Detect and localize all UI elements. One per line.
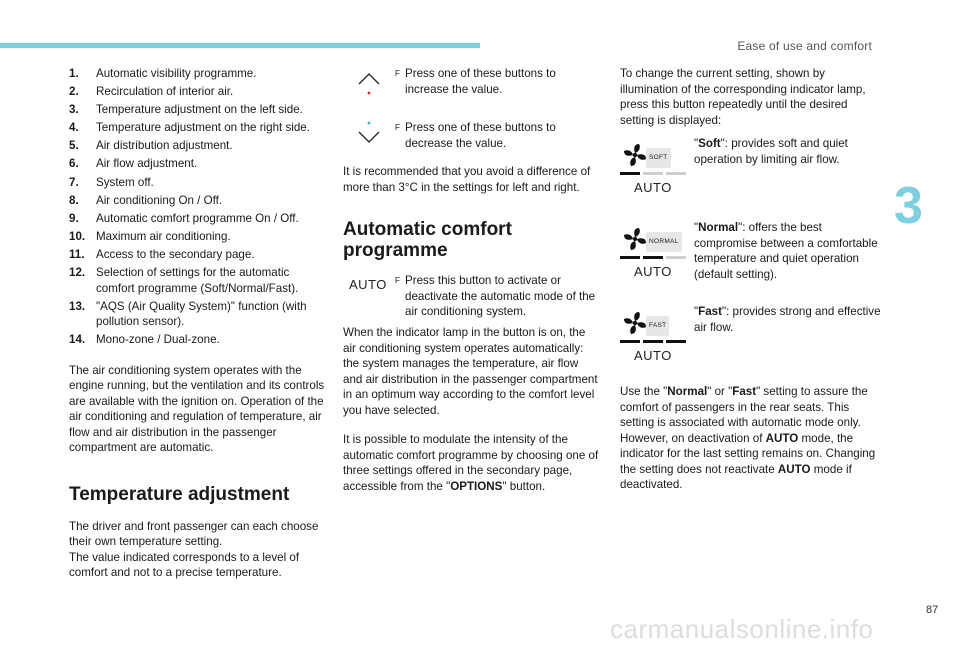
list-item xyxy=(69,175,325,191)
fan-icon xyxy=(620,220,694,298)
list-item xyxy=(69,102,325,118)
list-item-text: "AQS (Air Quality System)" function (with pollution sensor). xyxy=(96,299,307,329)
list-item xyxy=(69,138,325,154)
controls-list xyxy=(69,66,325,348)
list-item xyxy=(69,84,325,100)
fan-icon xyxy=(620,136,694,214)
mode-description: "Fast": provides strong and effective air flow. xyxy=(694,305,881,334)
auto-paragraph-2: It is possible to modulate the intensity of the automatic comfort programme by choosing one of three settings offered in the secondary page, accessible from the "OPTIONS" button. xyxy=(343,433,599,493)
list-item-text: System off. xyxy=(96,175,154,189)
level-bar xyxy=(666,340,686,343)
increase-button-icon xyxy=(343,66,395,108)
list-item xyxy=(69,66,325,82)
level-bars xyxy=(620,340,686,343)
bullet-icon: F xyxy=(395,69,400,78)
mode-label: SOFT xyxy=(646,148,671,168)
list-item-number: 3. xyxy=(69,103,79,117)
list-item-number: 9. xyxy=(69,211,79,225)
list-item xyxy=(69,229,325,245)
list-item-number: 4. xyxy=(69,121,79,135)
list-item xyxy=(69,265,325,296)
list-item xyxy=(69,332,325,348)
column-right xyxy=(620,66,882,493)
mode-fast xyxy=(620,304,882,382)
column-middle xyxy=(343,66,599,494)
temperature-paragraph xyxy=(69,519,325,581)
auto-button-row xyxy=(343,273,599,321)
decrease-button-icon xyxy=(343,120,395,162)
page-number: 87 xyxy=(926,604,939,616)
mode-label: NORMAL xyxy=(646,232,682,252)
list-item-text: Mono-zone / Dual-zone. xyxy=(96,333,220,347)
temperature-heading: Temperature adjustment xyxy=(69,483,290,505)
decrease-text: F Press one of these buttons to decrease the value. xyxy=(395,121,556,150)
mode-description: "Soft": provides soft and quiet operation by limiting air flow. xyxy=(694,137,848,166)
auto-press-text: F Press this button to activate or deactivate the automatic mode of the air conditioning system. xyxy=(395,274,596,318)
level-bar xyxy=(620,340,640,343)
level-bar xyxy=(666,256,686,259)
list-item xyxy=(69,193,325,209)
list-item-number: 11. xyxy=(69,247,85,261)
bullet-icon: F xyxy=(395,123,400,132)
auto-programme-heading: Automatic comfort programme xyxy=(343,219,512,261)
list-item xyxy=(69,247,325,263)
mode-name: Fast xyxy=(698,305,722,318)
list-item-text: Temperature adjustment on the right side. xyxy=(96,121,310,135)
bullet-icon: F xyxy=(395,276,400,285)
mode-name: Soft xyxy=(698,137,721,150)
mode-label: FAST xyxy=(646,316,669,336)
list-item-number: 10. xyxy=(69,229,86,243)
list-item-text: Temperature adjustment on the left side. xyxy=(96,103,303,117)
level-bar xyxy=(666,172,686,175)
settings-intro: To change the current setting, shown by illumination of the corresponding indicator lamp, press this button repeatedly until the desired setting is displayed: xyxy=(620,67,866,127)
list-item-number: 1. xyxy=(69,67,79,80)
list-item-number: 5. xyxy=(69,139,79,153)
mode-soft xyxy=(620,136,882,214)
list-item-number: 14. xyxy=(69,333,86,347)
list-item-text: Automatic visibility programme. xyxy=(96,67,257,80)
level-bar xyxy=(643,256,663,259)
list-item xyxy=(69,211,325,227)
settings-final-paragraph: Use the "Normal" or "Fast" setting to assure the comfort of passengers in the rear seats. This setting is associated with automatic mode only. However, on deactivation of AUTO mode, the indicator for the last setting remains on. Changing the setting does not reactivate AUTO mode if deactivated. xyxy=(620,385,876,491)
watermark: carmanualsonline.info xyxy=(610,614,874,644)
list-item-text: Maximum air conditioning. xyxy=(96,229,231,243)
list-item-number: 12. xyxy=(69,266,86,280)
auto-label: AUTO xyxy=(634,264,672,279)
header-accent-bar xyxy=(0,43,480,48)
list-item-number: 2. xyxy=(69,85,79,99)
auto-paragraph-1: When the indicator lamp in the button is on, the air conditioning system operates automatically: the system manages the temperature, air flow and air distribution in the passenger compartment in an optimum way according to the comfort level you have selected. xyxy=(343,326,598,417)
level-bar xyxy=(643,340,663,343)
mode-normal xyxy=(620,220,882,298)
level-bar xyxy=(643,172,663,175)
list-item-text: Air flow adjustment. xyxy=(96,157,198,171)
auto-button-icon: AUTO xyxy=(349,277,387,292)
auto-label: AUTO xyxy=(634,348,672,363)
list-item xyxy=(69,299,325,330)
list-item-number: 7. xyxy=(69,175,79,189)
recommend-paragraph: It is recommended that you avoid a difference of more than 3°C in the settings for left and right. xyxy=(343,165,591,194)
list-item-number: 13. xyxy=(69,299,86,313)
temperature-text-2: The value indicated corresponds to a level of comfort and not to a precise temperature. xyxy=(69,550,300,580)
increase-row xyxy=(343,66,599,108)
list-item-text: Recirculation of interior air. xyxy=(96,85,234,99)
list-item-text: Selection of settings for the automatic comfort programme (Soft/Normal/Fast). xyxy=(96,266,299,295)
intro-paragraph: The air conditioning system operates with the engine running, but the ventilation and its controls are available with the ignition on. Operation of the air conditioning and regulation of temperature, air flow and air distribution in the passenger compartment are automatic. xyxy=(69,363,325,455)
column-left xyxy=(69,66,325,581)
list-item xyxy=(69,120,325,136)
mode-desc: : provides strong and effective air flow. xyxy=(694,305,881,334)
list-item-number: 8. xyxy=(69,193,79,207)
fan-icon xyxy=(620,304,694,382)
list-item-number: 6. xyxy=(69,157,79,171)
level-bars xyxy=(620,172,686,175)
mode-desc: : provides soft and quiet operation by limiting air flow. xyxy=(694,137,848,166)
mode-list xyxy=(620,136,882,382)
section-title: Ease of use and comfort xyxy=(737,39,872,53)
list-item-text: Air distribution adjustment. xyxy=(96,139,233,153)
list-item-text: Access to the secondary page. xyxy=(96,247,255,261)
mode-name: Normal xyxy=(698,221,739,234)
temperature-text-1: The driver and front passenger can each choose their own temperature setting. xyxy=(69,519,319,549)
decrease-row xyxy=(343,120,599,162)
level-bar xyxy=(620,172,640,175)
list-item-text: Automatic comfort programme On / Off. xyxy=(96,211,299,225)
chapter-number: 3 xyxy=(894,177,923,235)
level-bar xyxy=(620,256,640,259)
mode-description: "Normal": offers the best compromise between a comfortable temperature and quiet operation (default setting). xyxy=(694,221,878,281)
mode-desc: : offers the best compromise between a comfortable temperature and quiet operation (default setting). xyxy=(694,221,878,281)
level-bars xyxy=(620,256,686,259)
increase-text: F Press one of these buttons to increase the value. xyxy=(395,67,556,96)
list-item xyxy=(69,156,325,172)
list-item-text: Air conditioning On / Off. xyxy=(96,193,223,207)
auto-label: AUTO xyxy=(634,180,672,195)
